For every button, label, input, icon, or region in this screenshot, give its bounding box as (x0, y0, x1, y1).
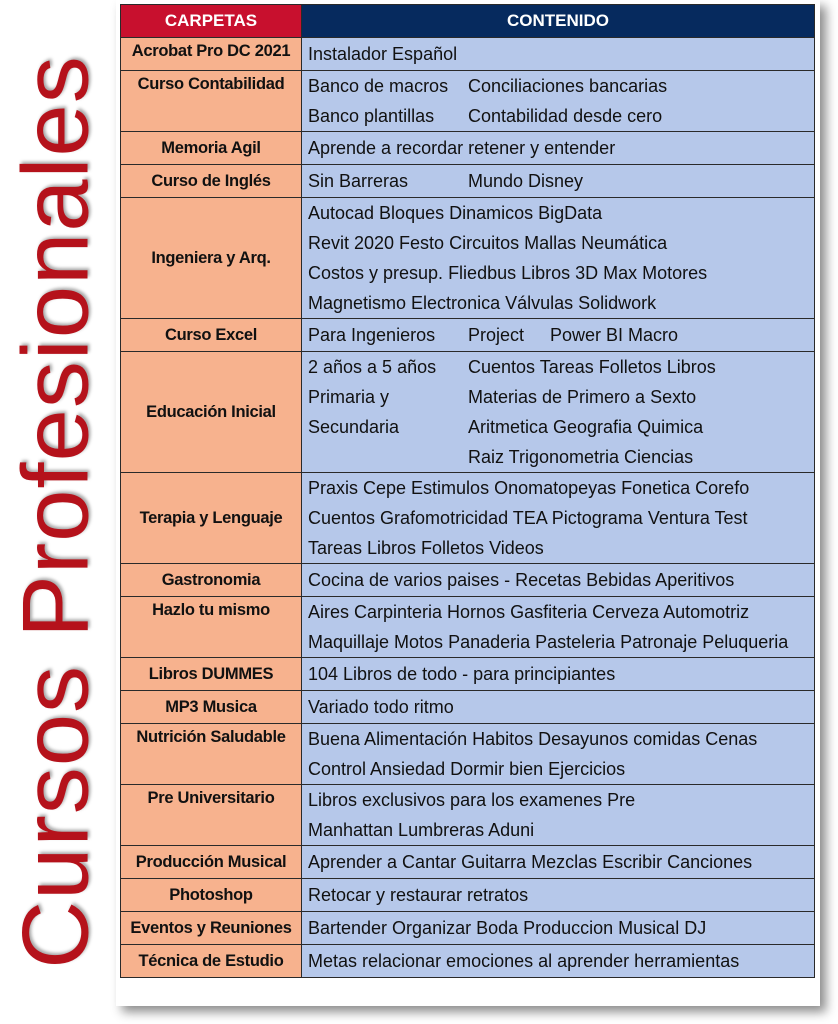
table-row (121, 597, 815, 658)
table-row (121, 473, 815, 564)
content-item: Para Ingenieros (308, 325, 436, 345)
content-item: Banco de macros (308, 76, 449, 96)
content-line (308, 442, 814, 472)
content-line (308, 198, 814, 228)
content-item: Aritmetica Geografia Quimica (468, 417, 704, 437)
content-item: Costos y presup. Fliedbus Libros 3D Max Motores (308, 263, 708, 283)
table-row (121, 945, 815, 978)
content-item: Libros exclusivos para los examenes Pre (308, 790, 636, 810)
folder-contents (302, 846, 815, 879)
content-line (308, 382, 814, 412)
content-item: Autocad Bloques Dinamicos BigData (308, 203, 603, 223)
folder-name: Memoria Agil (121, 132, 302, 165)
folder-contents (302, 319, 815, 352)
content-line (308, 691, 814, 723)
folder-name: Nutrición Saludable (121, 724, 302, 785)
content-item: Tareas Libros Folletos Videos (308, 538, 544, 558)
content-line (308, 912, 814, 944)
table-header-row (121, 5, 815, 38)
folder-name: Producción Musical (121, 846, 302, 879)
content-item: Aprende a recordar retener y entender (308, 138, 616, 158)
folder-name: Acrobat Pro DC 2021 (121, 38, 302, 71)
content-item: Aprender a Cantar Guitarra Mezclas Escribir Canciones (308, 852, 753, 872)
table-row (121, 691, 815, 724)
folder-name: Técnica de Estudio (121, 945, 302, 978)
content-item: Praxis Cepe Estimulos Onomatopeyas Fonetica Corefo (308, 478, 750, 498)
content-item: 2 años a 5 años (308, 357, 437, 377)
content-item: Contabilidad desde cero (468, 106, 663, 126)
content-item: Sin Barreras (308, 171, 409, 191)
folder-contents (302, 132, 815, 165)
content-line (308, 288, 814, 318)
content-line (308, 165, 814, 197)
folder-name: Curso Contabilidad (121, 71, 302, 132)
content-item: Materias de Primero a Sexto (468, 387, 697, 407)
table-row (121, 198, 815, 319)
table-body (121, 38, 815, 978)
content-item: Cocina de varios paises - Recetas Bebidas Aperitivos (308, 570, 735, 590)
content-item: Secundaria (308, 417, 400, 437)
folder-name: MP3 Musica (121, 691, 302, 724)
folder-contents (302, 564, 815, 597)
table-row (121, 879, 815, 912)
table-row (121, 846, 815, 879)
table-row (121, 724, 815, 785)
content-line (308, 785, 814, 815)
content-item: 104 Libros de todo - para principiantes (308, 664, 616, 684)
folder-contents (302, 945, 815, 978)
content-line (308, 228, 814, 258)
content-item: Raiz Trigonometria Ciencias (468, 447, 694, 467)
content-item: Project (468, 325, 525, 345)
side-title (3, 0, 109, 1024)
header-contenido: CONTENIDO (302, 5, 815, 38)
content-line (308, 658, 814, 690)
folder-contents (302, 165, 815, 198)
content-line (308, 597, 814, 627)
header-carpetas: CARPETAS (121, 5, 302, 38)
content-item: Banco plantillas (308, 106, 435, 126)
folder-name: Gastronomia (121, 564, 302, 597)
content-line (308, 815, 814, 845)
content-item: Bartender Organizar Boda Produccion Musical DJ (308, 918, 707, 938)
content-line (308, 38, 814, 70)
content-item: Conciliaciones bancarias (468, 76, 668, 96)
folder-name: Photoshop (121, 879, 302, 912)
folder-contents (302, 38, 815, 71)
content-line (308, 473, 814, 503)
content-line (308, 71, 814, 101)
content-line (308, 724, 814, 754)
folder-name: Hazlo tu mismo (121, 597, 302, 658)
content-line (308, 945, 814, 977)
content-line (308, 533, 814, 563)
table-row (121, 564, 815, 597)
table-row (121, 132, 815, 165)
side-title-text: Cursos Profesionales (3, 55, 109, 969)
content-item: Aires Carpinteria Hornos Gasfiteria Cerveza Automotriz (308, 602, 750, 622)
table-row (121, 71, 815, 132)
folder-contents (302, 597, 815, 658)
content-item: Power BI Macro (550, 325, 679, 345)
folder-name: Educación Inicial (121, 352, 302, 473)
folder-contents (302, 198, 815, 319)
content-item: Retocar y restaurar retratos (308, 885, 529, 905)
content-item: Cuentos Tareas Folletos Libros (468, 357, 716, 377)
content-item: Maquillaje Motos Panaderia Pasteleria Patronaje Peluqueria (308, 632, 789, 652)
folder-contents (302, 352, 815, 473)
content-line (308, 754, 814, 784)
content-line (308, 846, 814, 878)
folder-contents (302, 473, 815, 564)
content-item: Primaria y (308, 387, 390, 407)
course-table (120, 4, 815, 978)
content-line (308, 412, 814, 442)
table-row (121, 785, 815, 846)
content-item: Revit 2020 Festo Circuitos Mallas Neumática (308, 233, 668, 253)
content-line (308, 503, 814, 533)
table-row (121, 38, 815, 71)
folder-name: Pre Universitario (121, 785, 302, 846)
folder-contents (302, 912, 815, 945)
content-item: Manhattan Lumbreras Aduni (308, 820, 535, 840)
content-item: Instalador Español (308, 44, 458, 64)
content-item: Control Ansiedad Dormir bien Ejercicios (308, 759, 626, 779)
table-row (121, 912, 815, 945)
content-item: Cuentos Grafomotricidad TEA Pictograma Ventura Test (308, 508, 748, 528)
content-line (308, 132, 814, 164)
content-item: Variado todo ritmo (308, 697, 454, 717)
table-row (121, 319, 815, 352)
folder-name: Ingeniera y Arq. (121, 198, 302, 319)
content-line (308, 564, 814, 596)
content-line (308, 319, 814, 351)
folder-name: Libros DUMMES (121, 658, 302, 691)
table-row (121, 165, 815, 198)
content-line (308, 627, 814, 657)
content-item: Metas relacionar emociones al aprender herramientas (308, 951, 740, 971)
folder-contents (302, 724, 815, 785)
folder-name: Eventos y Reuniones (121, 912, 302, 945)
course-table-sheet (116, 0, 820, 1006)
content-line (308, 258, 814, 288)
table-row (121, 658, 815, 691)
content-line (308, 101, 814, 131)
content-item: Magnetismo Electronica Válvulas Solidwork (308, 293, 657, 313)
folder-name: Curso de Inglés (121, 165, 302, 198)
folder-contents (302, 691, 815, 724)
folder-contents (302, 71, 815, 132)
content-line (308, 879, 814, 911)
folder-contents (302, 785, 815, 846)
folder-name: Terapia y Lenguaje (121, 473, 302, 564)
content-line (308, 352, 814, 382)
content-item: Buena Alimentación Habitos Desayunos comidas Cenas (308, 729, 758, 749)
table-row (121, 352, 815, 473)
folder-name: Curso Excel (121, 319, 302, 352)
folder-contents (302, 658, 815, 691)
content-item: Mundo Disney (468, 171, 584, 191)
folder-contents (302, 879, 815, 912)
